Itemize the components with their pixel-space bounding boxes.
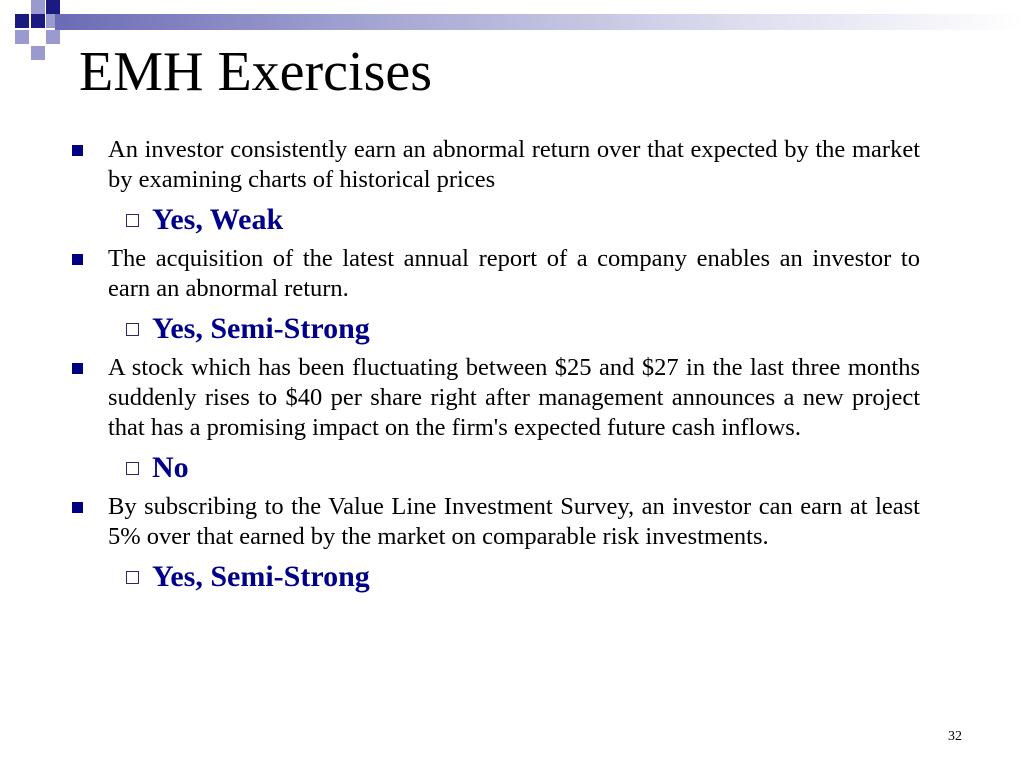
slide-number: 32 (948, 729, 962, 744)
question-item (72, 492, 920, 552)
answer-item (72, 559, 920, 595)
slide-title: EMH Exercises (79, 41, 433, 103)
decor-square (15, 30, 29, 44)
question-text: The acquisition of the latest annual report of a company enables an investor to earn an abnormal return. (108, 245, 920, 302)
answer-item (72, 450, 920, 486)
checkbox-outline-icon (126, 462, 139, 475)
decor-square (46, 0, 60, 14)
decor-square (15, 14, 29, 28)
checkbox-outline-icon (126, 214, 139, 227)
bullet-square-icon (72, 145, 83, 156)
bullet-square-icon (72, 254, 83, 265)
decor-square (31, 0, 45, 14)
answer-item (72, 202, 920, 238)
answer-text: Yes, Semi-Strong (152, 312, 370, 345)
question-item (72, 135, 920, 195)
question-text: An investor consistently earn an abnormal return over that expected by the market by examining charts of historical prices (108, 136, 920, 193)
answer-text: Yes, Semi-Strong (152, 560, 370, 593)
checkbox-outline-icon (126, 323, 139, 336)
checkbox-outline-icon (126, 571, 139, 584)
question-text: A stock which has been fluctuating between $25 and $27 in the last three months suddenly rises to $40 per share right after management announces a new project that has a promising impact on the firm's expected future cash inflows. (108, 354, 920, 441)
question-item (72, 353, 920, 443)
answer-item (72, 311, 920, 347)
decor-square (46, 30, 60, 44)
corner-decoration (0, 0, 80, 80)
bullet-square-icon (72, 363, 83, 374)
decor-square (31, 14, 45, 28)
answer-text: No (152, 451, 189, 484)
question-text: By subscribing to the Value Line Investment Survey, an investor can earn at least 5% over that earned by the market on comparable risk investments. (108, 493, 920, 550)
question-item (72, 244, 920, 304)
header-gradient-bar (55, 14, 1024, 30)
decor-square (31, 46, 45, 60)
answer-text: Yes, Weak (152, 203, 284, 236)
slide-content (72, 135, 920, 601)
bullet-square-icon (72, 502, 83, 513)
